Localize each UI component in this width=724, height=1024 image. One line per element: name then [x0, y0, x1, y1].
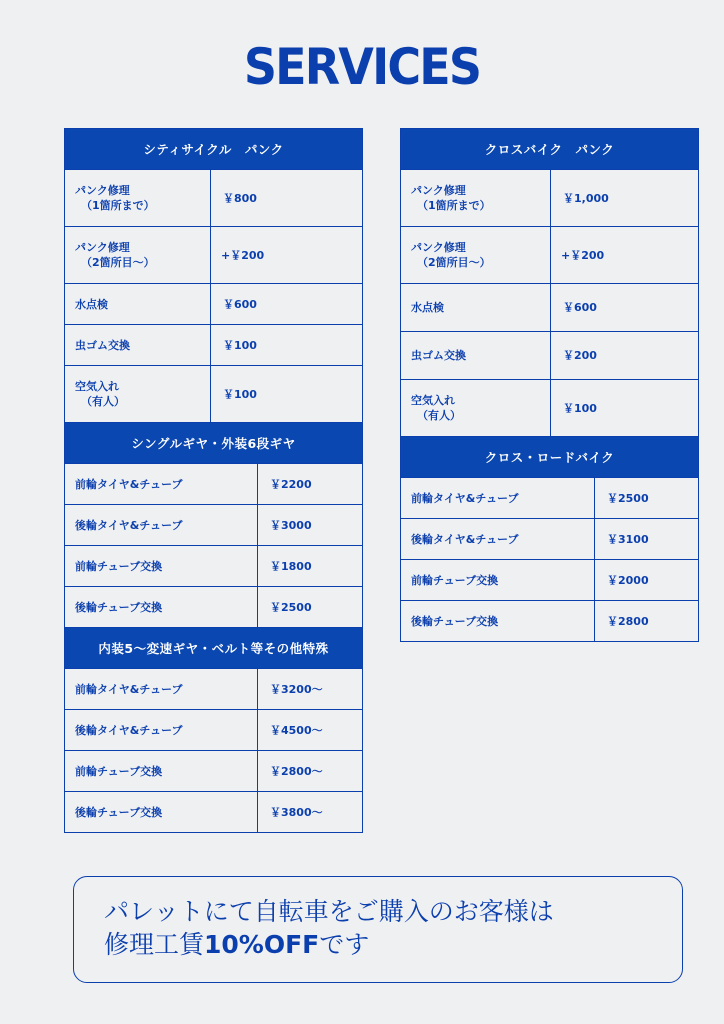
service-price: ￥3200〜	[258, 669, 363, 710]
service-label: 水点検	[401, 284, 551, 332]
table-row	[65, 751, 363, 792]
service-price: ￥100	[551, 380, 699, 437]
service-label: 前輪タイヤ&チューブ	[401, 478, 595, 519]
service-price: ￥1,000	[551, 170, 699, 227]
service-label: 後輪チューブ交換	[65, 587, 258, 628]
left-price-table	[64, 128, 363, 423]
table-row	[65, 284, 363, 325]
service-label: パンク修理 （1箇所まで）	[65, 170, 211, 227]
service-price: ￥600	[551, 284, 699, 332]
page-title: SERVICES	[243, 38, 481, 96]
banner-line-2: 修理工賃10%OFFです	[104, 930, 370, 959]
service-label: パンク修理 （1箇所まで）	[401, 170, 551, 227]
service-label: 前輪チューブ交換	[65, 546, 258, 587]
service-price: ￥100	[211, 325, 363, 366]
table-row	[65, 669, 363, 710]
service-price: ￥3800〜	[258, 792, 363, 833]
service-label: 後輪タイヤ&チューブ	[65, 710, 258, 751]
city-cycle-heading: シティサイクル パンク	[65, 129, 363, 170]
service-price: ￥2500	[595, 478, 699, 519]
service-price: ￥2800	[595, 601, 699, 642]
service-label: 虫ゴム交換	[65, 325, 211, 366]
service-price: ￥4500〜	[258, 710, 363, 751]
table-row	[401, 601, 699, 642]
service-price: ￥2000	[595, 560, 699, 601]
service-label: 前輪タイヤ&チューブ	[65, 669, 258, 710]
table-row	[65, 505, 363, 546]
service-price: ￥800	[211, 170, 363, 227]
single-gear-heading: シングルギヤ・外装6段ギヤ	[65, 423, 363, 464]
internal-gear-heading: 内装5〜変速ギヤ・ベルト等その他特殊	[65, 628, 363, 669]
service-label: 後輪タイヤ&チューブ	[401, 519, 595, 560]
service-price: ￥2500	[258, 587, 363, 628]
table-row	[401, 380, 699, 437]
discount-highlight: 10%OFF	[204, 930, 320, 959]
road-bike-heading: クロス・ロードバイク	[401, 437, 699, 478]
single-gear-table	[64, 422, 363, 833]
service-price: ￥1800	[258, 546, 363, 587]
discount-banner	[73, 876, 683, 983]
cross-bike-heading: クロスバイク パンク	[401, 129, 699, 170]
table-row	[65, 366, 363, 423]
table-row	[401, 478, 699, 519]
table-row	[401, 332, 699, 380]
service-label: 空気入れ （有人）	[65, 366, 211, 423]
service-price: ￥100	[211, 366, 363, 423]
service-price: ￥600	[211, 284, 363, 325]
table-row	[401, 170, 699, 227]
table-row	[401, 560, 699, 601]
service-label: 前輪チューブ交換	[65, 751, 258, 792]
service-price: ￥2800〜	[258, 751, 363, 792]
service-price: +￥200	[551, 227, 699, 284]
service-price: ￥2200	[258, 464, 363, 505]
service-label: 前輪チューブ交換	[401, 560, 595, 601]
table-row	[65, 546, 363, 587]
right-price-table	[400, 128, 699, 437]
table-row	[65, 227, 363, 284]
service-label: 虫ゴム交換	[401, 332, 551, 380]
table-row	[65, 464, 363, 505]
service-price: ￥3000	[258, 505, 363, 546]
table-row	[65, 325, 363, 366]
table-row	[65, 170, 363, 227]
service-label: 水点検	[65, 284, 211, 325]
table-row	[401, 227, 699, 284]
service-label: 前輪タイヤ&チューブ	[65, 464, 258, 505]
banner-line-1: パレットにて自転車をご購入のお客様は	[104, 897, 554, 926]
service-label: 後輪チューブ交換	[65, 792, 258, 833]
service-label: パンク修理 （2箇所目〜）	[65, 227, 211, 284]
table-row	[401, 284, 699, 332]
table-row	[65, 792, 363, 833]
table-row	[401, 519, 699, 560]
service-price: ￥3100	[595, 519, 699, 560]
table-row	[65, 710, 363, 751]
service-label: パンク修理 （2箇所目〜）	[401, 227, 551, 284]
table-row	[65, 587, 363, 628]
service-label: 後輪タイヤ&チューブ	[65, 505, 258, 546]
service-label: 後輪チューブ交換	[401, 601, 595, 642]
service-price: ￥200	[551, 332, 699, 380]
service-price: +￥200	[211, 227, 363, 284]
service-label: 空気入れ （有人）	[401, 380, 551, 437]
road-bike-table	[400, 436, 699, 642]
